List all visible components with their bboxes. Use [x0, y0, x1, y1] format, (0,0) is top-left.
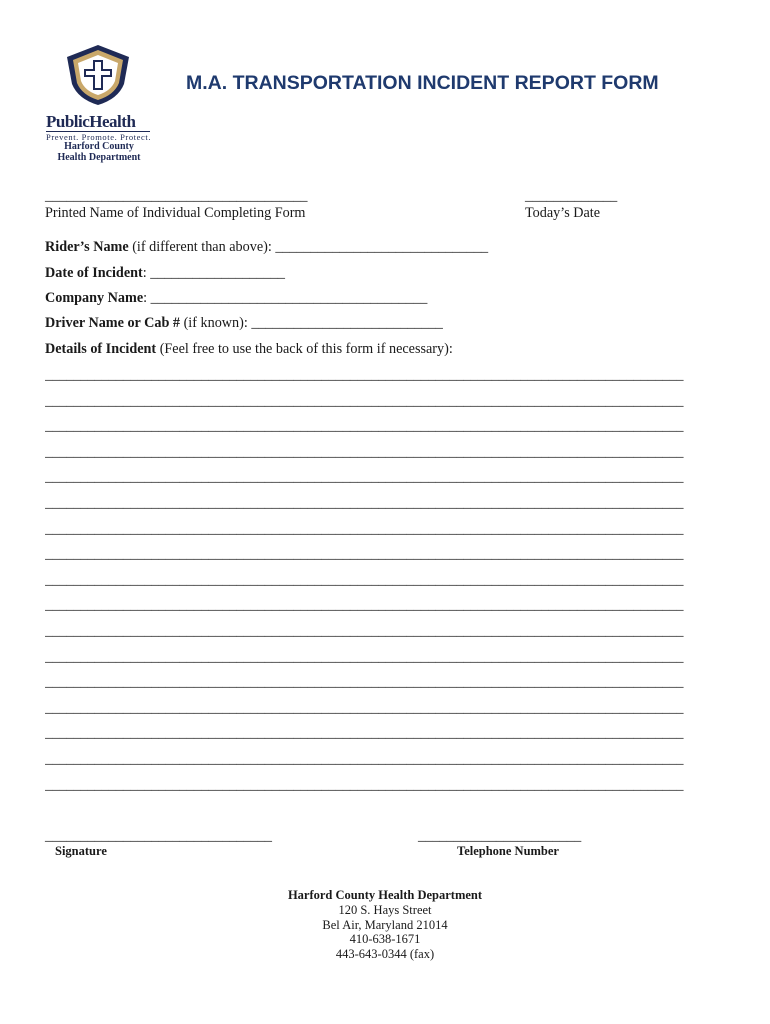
detail-line[interactable]: __________________________________________________________________________________________	[45, 699, 684, 716]
details-heading	[45, 341, 453, 358]
footer-phone: 410-638-1671	[349, 932, 421, 946]
driver-note: (if known): ___________________________	[180, 315, 443, 331]
details-note: (Feel free to use the back of this form if necessary):	[156, 341, 453, 357]
todays-date-line[interactable]: _____________	[525, 188, 618, 204]
date-of-incident-line: : ___________________	[142, 265, 286, 281]
printed-name-label: Printed Name of Individual Completing Form	[45, 205, 306, 221]
detail-line[interactable]: __________________________________________________________________________________________	[45, 751, 684, 767]
company-name-label: Company Name	[45, 290, 144, 306]
riders-name-label: Rider’s Name	[45, 239, 129, 255]
signature-label: Signature	[55, 844, 107, 858]
detail-line[interactable]: __________________________________________________________________________________________	[45, 469, 684, 486]
detail-line[interactable]: __________________________________________________________________________________________	[45, 546, 684, 563]
signature-line[interactable]: ________________________________	[45, 828, 272, 844]
telephone-line[interactable]: _______________________	[418, 828, 582, 844]
driver-label: Driver Name or Cab #	[45, 315, 181, 331]
details-label: Details of Incident	[45, 341, 157, 357]
footer-street: 120 S. Hays Street	[338, 903, 432, 917]
company-name-line: : _______________________________________	[143, 290, 428, 306]
date-of-incident-label: Date of Incident	[45, 265, 143, 281]
footer-dept: Harford County Health Department	[287, 888, 483, 902]
footer-fax: 443-643-0344 (fax)	[335, 947, 435, 961]
detail-line[interactable]: __________________________________________________________________________________________	[45, 623, 684, 639]
logo-tagline: Prevent. Promote. Protect.	[46, 132, 152, 142]
logo-dept-line2: Health Department	[57, 152, 141, 163]
detail-line[interactable]: __________________________________________________________________________________________	[45, 597, 684, 614]
printed-name-line[interactable]: _____________________________________	[45, 188, 308, 204]
public-health-logo	[44, 44, 154, 162]
footer-city: Bel Air, Maryland 21014	[322, 918, 448, 932]
detail-line[interactable]: __________________________________________________________________________________________	[45, 495, 684, 511]
logo-wordmark: PublicHealth	[46, 112, 136, 131]
todays-date-label: Today’s Date	[525, 205, 601, 221]
detail-line[interactable]: __________________________________________________________________________________________	[45, 648, 684, 665]
detail-line[interactable]: __________________________________________________________________________________________	[45, 520, 684, 537]
detail-line[interactable]: __________________________________________________________________________________________	[45, 367, 684, 383]
shield-cross-icon	[66, 44, 130, 106]
date-of-incident-field[interactable]	[45, 265, 285, 282]
logo-dept-line1: Harford County	[64, 141, 134, 152]
driver-field[interactable]	[45, 315, 443, 332]
riders-name-note: (if different than above): ______________________________	[128, 239, 489, 255]
telephone-label: Telephone Number	[457, 844, 559, 858]
detail-line[interactable]: __________________________________________________________________________________________	[45, 571, 684, 588]
detail-line[interactable]: __________________________________________________________________________________________	[45, 418, 684, 435]
riders-name-field[interactable]	[45, 239, 488, 256]
form-title: M.A. TRANSPORTATION INCIDENT REPORT FORM	[186, 72, 659, 94]
detail-line[interactable]: __________________________________________________________________________________________	[45, 725, 684, 742]
detail-line[interactable]: __________________________________________________________________________________________	[45, 674, 684, 691]
company-name-field[interactable]	[45, 290, 427, 307]
detail-line[interactable]: __________________________________________________________________________________________	[45, 392, 684, 409]
detail-line[interactable]: __________________________________________________________________________________________	[45, 776, 684, 793]
detail-line[interactable]: __________________________________________________________________________________________	[45, 443, 684, 460]
